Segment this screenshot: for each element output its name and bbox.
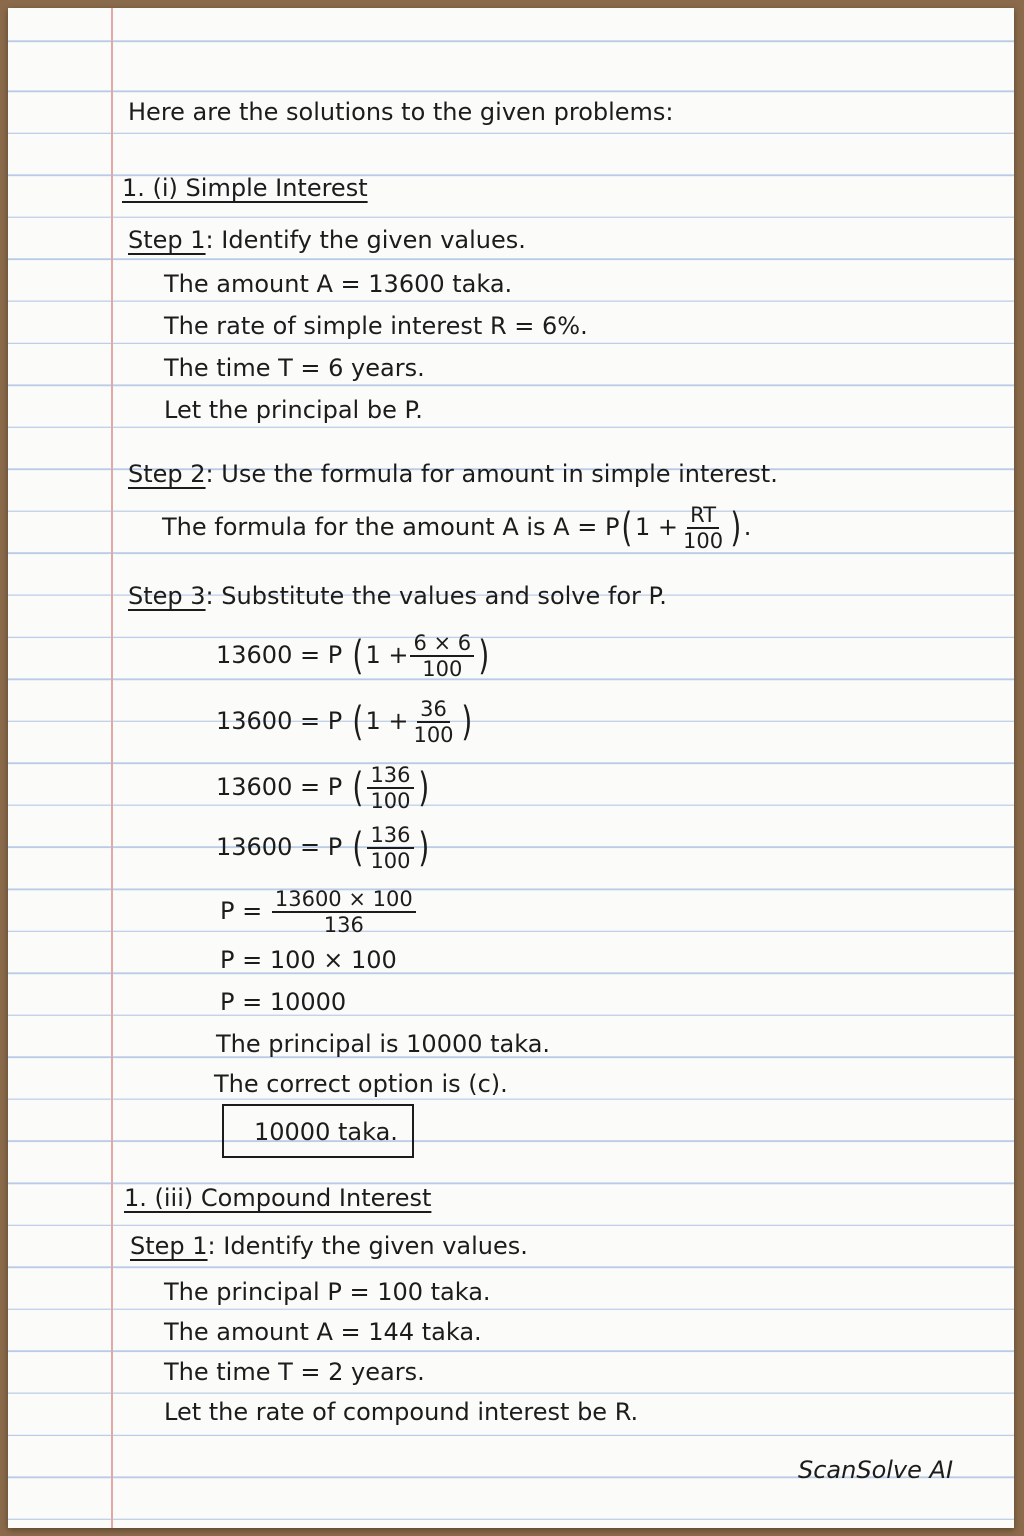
given-amount-ci: The amount A = 144 taka.	[164, 1318, 482, 1346]
formula-one: 1 +	[635, 513, 679, 542]
given-rate-ci: Let the rate of compound interest be R.	[164, 1398, 639, 1426]
amount-formula: The formula for the amount A is A = P(1 + $\frac{RT}{100}$ ).	[162, 503, 752, 554]
given-time-ci: The time T = 2 years.	[164, 1358, 425, 1386]
step-text: : Identify the given values.	[205, 226, 526, 254]
given-principal-ci: The principal P = 100 taka.	[164, 1278, 491, 1306]
section1-step1	[128, 228, 526, 252]
section2-step1	[130, 1234, 528, 1258]
step-text: : Use the formula for amount in simple interest.	[205, 460, 778, 488]
given-time: The time T = 6 years.	[164, 354, 425, 382]
principal-conclusion: The principal is 10000 taka.	[216, 1030, 551, 1058]
principal-result: P = 10000	[220, 988, 347, 1016]
section2-title: 1. (iii) Compound Interest	[124, 1184, 432, 1212]
principal-step: P = 100 × 100	[220, 946, 397, 974]
step-text: : Identify the given values.	[207, 1232, 528, 1260]
equation-1: 13600 = P (1 + $\frac{6 \times 6}{100}$ )	[216, 631, 490, 682]
principal-fraction: P = $\frac{13600 \times 100}{136}$	[220, 888, 418, 936]
step-label: Step 3	[128, 582, 206, 610]
given-rate: The rate of simple interest R = 6%.	[164, 312, 588, 340]
formula-prefix: The formula for the amount A is A = P	[162, 513, 620, 542]
intro-text: Here are the solutions to the given problems:	[128, 98, 674, 126]
given-amount: The amount A = 13600 taka.	[164, 270, 513, 298]
section1-step3	[128, 584, 667, 608]
signature: ScanSolve AI	[798, 1456, 954, 1484]
notebook-page	[8, 8, 1014, 1528]
formula-fraction: $\frac{RT}{100}$	[683, 503, 724, 554]
step-label: Step 1	[130, 1232, 208, 1260]
step-label: Step 1	[128, 226, 206, 254]
equation-2: 13600 = P (1 + $\frac{36}{100}$ )	[216, 697, 472, 748]
step-label: Step 2	[128, 460, 206, 488]
step-text: : Substitute the values and solve for P.	[205, 582, 667, 610]
equation-4: 13600 = P ( $\frac{136}{100}$ )	[216, 823, 429, 874]
boxed-answer: 10000 taka.	[254, 1118, 398, 1146]
section1-step2	[128, 462, 778, 486]
section1-title: 1. (i) Simple Interest	[122, 174, 368, 202]
correct-option: The correct option is (c).	[214, 1070, 508, 1098]
equation-3: 13600 = P ( $\frac{136}{100}$ )	[216, 763, 429, 814]
given-principal: Let the principal be P.	[164, 396, 423, 424]
margin-line	[111, 8, 113, 1528]
